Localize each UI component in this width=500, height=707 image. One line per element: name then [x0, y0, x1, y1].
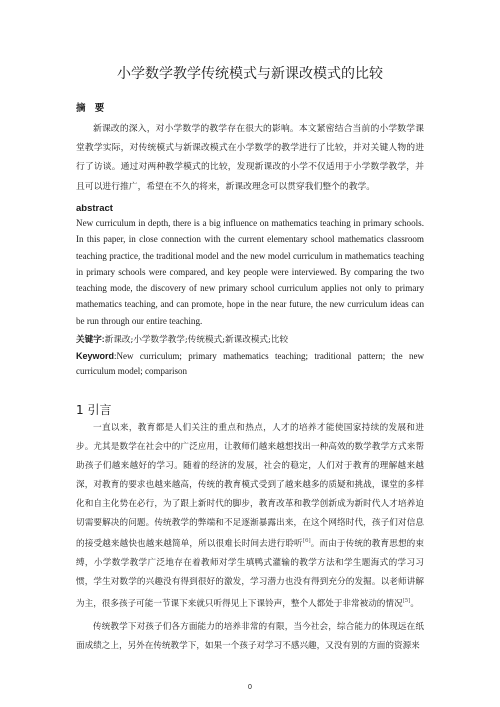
abstract-zh-heading: 摘 要: [76, 103, 108, 114]
abstract-en: [76, 203, 424, 329]
keywords-zh: [76, 332, 424, 348]
introduction-body: [76, 419, 424, 656]
intro-paragraph-1-part-a: 一直以来，教育都是人们关注的重点和热点，人才的培养才能使国家持续的发展和进步。尤其是数学在社会中的广泛应用，让教师们越来越想找出一种高效的数学教学方式来帮助孩子们越来越好的学习。随着的经济的发展，社会的稳定，人们对于教育的理解越来越深，对教育的要求也越来越高，传统的教育模式受到了越来越多的质疑和挑战，课堂的多样化和自主化势在必行，为了跟上新时代的脚步，教育改革和教学创新成为新时代人才培养迫切需要解决的问题。传统教学的弊端和不足逐渐暴露出来，在这个网络时代，孩子们对信息的接受越来越快也越来越简单，所以很难长时间去进行聆听: [76, 423, 424, 550]
intro-paragraph-2: 传统教学下对孩子们各方面能力的培养非常的有限，当今社会，综合能力的体现远在纸面成绩之上，另外在传统教学下，如果一个孩子对学习不感兴趣，又没有别的方面的资源来: [76, 621, 424, 651]
keywords-en-label: Keyword: [76, 351, 115, 361]
keywords-zh-label: 关键字:: [76, 334, 105, 344]
intro-paragraph-1-part-b: 。而由于传统的教育思想的束缚，小学数学教学广泛地存在着教师对学生填鸭式灌输的教学方法和学生题海式的学习习惯，学生对数学的兴趣没有得到很好的激发，学习潜力也没有得到充分的发掘。以老师讲解为主，很多孩子可能一节课下来就只听得见上下课铃声，整个人都处于非常被动的情况: [76, 539, 424, 609]
intro-paragraph-1-part-c: 。: [410, 598, 419, 609]
abstract-zh: [76, 100, 424, 197]
abstract-zh-text: 新课改的深入，对小学数学的教学存在很大的影响。本文紧密结合当前的小学数学课堂教学实际，对传统模式与新课改模式在小学数学的教学进行了比较，并对关键人物的进行了访谈。通过对两种教学模式的比较，发现新课改的小学不仅适用于小学数学教学，并且可以进行推广，希望在不久的将来，新课改理念可以贯穿我们整个的教学。: [76, 124, 424, 192]
citation-ref-6: [6]: [302, 538, 311, 545]
abstract-en-text: New curriculum in depth, there is a big influence on mathematics teaching in primary schools. In this paper, in close connection with the current elementary school mathematics classroom teaching practice, the traditional model and the new model curriculum in mathematics teaching in primary schools were compared, and key people were interviewed. By comparing the two teaching mode, the discovery of new primary school curriculum applies not only to primary mathematics teaching, and can promote, hope in the near future, the new curriculum ideas can be run through our entire teaching.: [76, 218, 424, 326]
section-heading: 1 引言: [76, 403, 112, 417]
keywords: [76, 332, 424, 379]
keywords-en-text: :New curriculum; primary mathematics teaching; traditional pattern; the new curriculum model; comparison: [76, 351, 424, 376]
citation-ref-5: [5]: [402, 598, 411, 605]
keywords-zh-text: 新课改;小学数学教学;传统模式;新课改模式;比较: [104, 335, 289, 345]
intro-paragraph-1: [76, 419, 424, 614]
keywords-en: [76, 349, 424, 379]
abstract-en-heading: abstract: [76, 203, 113, 214]
page-number: 0: [248, 684, 252, 691]
paper-title: 小学数学教学传统模式与新课改模式的比较: [117, 66, 383, 82]
